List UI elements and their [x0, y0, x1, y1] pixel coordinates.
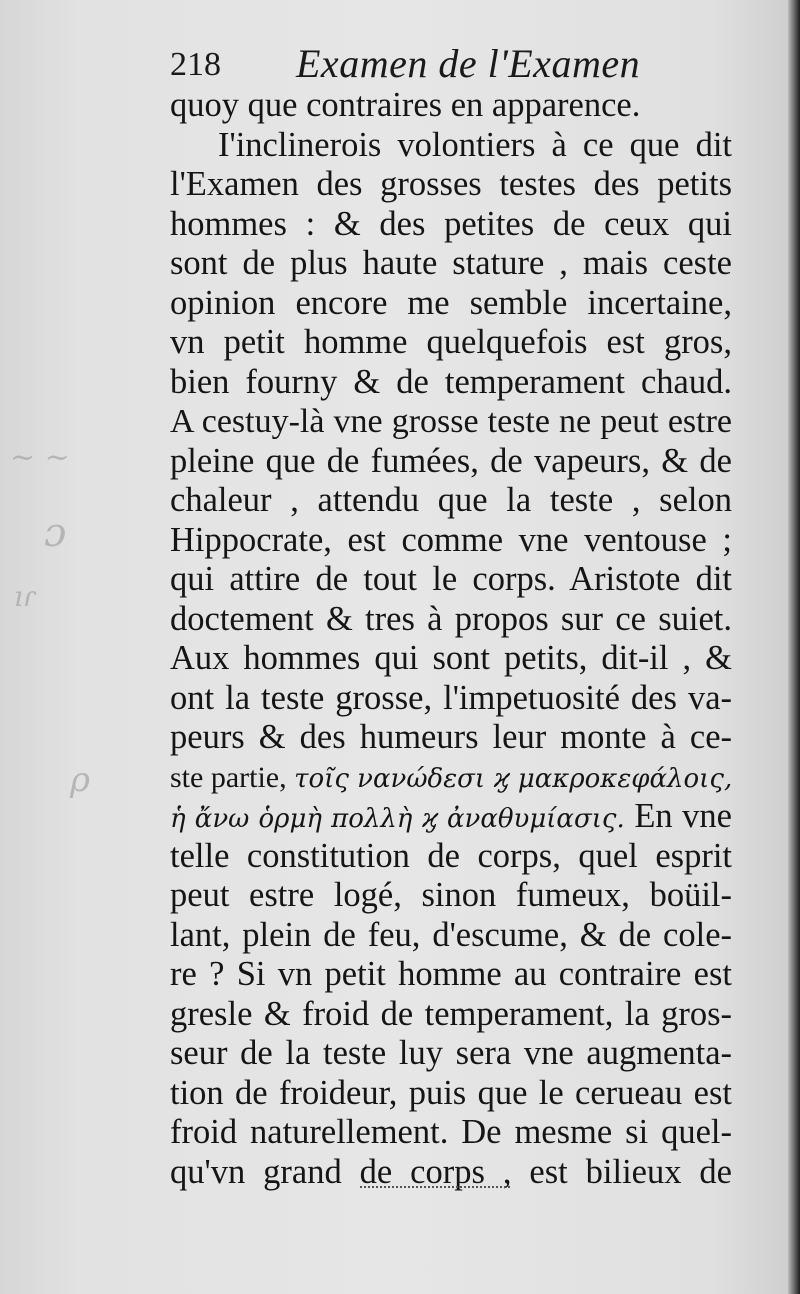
text-line: hommes : & des petites de ceux qui	[170, 204, 732, 243]
text-line: chaleur , attendu que la teste , selon	[170, 481, 732, 519]
text-line-with-greek	[170, 758, 732, 798]
text-line: vn petit homme quelquefois est gros,	[170, 323, 732, 361]
text-line: Aux hommes qui sont petits, dit-il , &	[170, 639, 732, 677]
text-line: quoy que contraires en apparence.	[170, 86, 641, 124]
running-head: Examen de l'Examen	[296, 41, 641, 86]
text-line: bien fourny & de temperament chaud.	[170, 362, 732, 401]
text-line: peurs & des humeurs leur monte à ce-	[170, 718, 732, 756]
body-text	[170, 86, 732, 1192]
show-through-mark-1: ~ ~	[10, 440, 70, 475]
text-line: qui attire de tout le corps. Aristote dit	[170, 560, 732, 598]
text-line: telle constitution de corps, quel esprit	[170, 836, 732, 875]
text-line: A cestuy-là vne grosse teste ne peut estre	[170, 403, 732, 440]
text-line: l'Examen des grosses testes des petits	[170, 165, 732, 203]
text-line: sont de plus haute stature , mais ceste	[170, 244, 732, 282]
text-line: I'inclinerois volontiers à ce que dit	[218, 125, 732, 164]
show-through-mark-3: ıɾ	[14, 580, 36, 613]
text-line-with-greek	[170, 797, 732, 837]
text-line: qu'vn grand de corps , est bilieux de	[170, 1152, 732, 1191]
text-line: lant, plein de feu, d'escume, & de cole-	[170, 915, 732, 954]
text-line: re ? Si vn petit homme au contraire est	[170, 955, 732, 993]
text-line: opinion encore me semble incertaine,	[170, 283, 732, 322]
page-number: 218	[170, 46, 221, 83]
greek-quotation: τοῖς νανώδεσι ϗ μακροκεφάλοις,	[294, 763, 733, 794]
text-line: froid naturellement. De mesme si quel-	[170, 1113, 732, 1151]
text-line: doctement & tres à propos sur ce suiet.	[170, 599, 732, 638]
greek-quotation: ἡ ἄνω ὁρμὴ πολλὴ ϗ ἀναθυμίασις.	[170, 804, 625, 834]
show-through-mark-4: ρ	[70, 760, 90, 800]
page-edge-shadow	[788, 0, 800, 1294]
text-line: Hippocrate, est comme vne ventouse ;	[170, 520, 732, 559]
text-line: seur de la teste luy sera vne augmenta-	[170, 1034, 732, 1072]
text-line: tion de froideur, puis que le cerueau est	[170, 1073, 732, 1112]
latin-text: ste partie,	[170, 760, 295, 794]
text-line: peut estre logé, sinon fumeux, boüil-	[170, 876, 732, 914]
latin-text: En vne	[634, 797, 732, 835]
show-through-mark-2: ɔ	[44, 510, 67, 556]
text-line: gresle & froid de temperament, la gros-	[170, 994, 732, 1033]
text-line: pleine que de fumées, de vapeurs, & de	[170, 441, 732, 480]
bottom-dotted-rule	[360, 1186, 510, 1188]
text-line: ont la teste grosse, l'impetuosité des va-	[170, 678, 732, 717]
